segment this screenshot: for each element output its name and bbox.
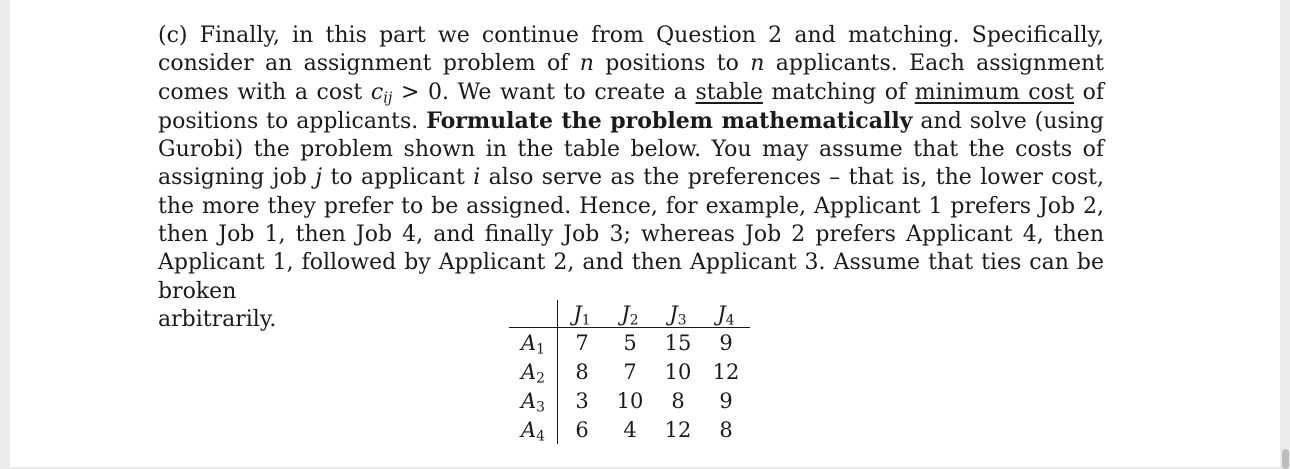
table-header-row [509,300,750,328]
text-segment: of positions to applicants. [158,79,1105,134]
col-sub: 3 [677,311,687,328]
math-j-symbol: J [717,301,726,326]
text-segment: (c) Finally, in this part we continue from Question 2 and matching. Specifically, consider an assignment problem of [158,23,1104,77]
math-a-symbol: A [521,359,537,384]
table-cell: 9 [719,388,733,413]
math-n: n [579,51,594,77]
problem-paragraph [158,22,1104,334]
col-header-j2 [606,300,654,328]
text-segment: also serve as the preferences – that is, the lower cost, the more they prefer to be assigned. Hence, for example, Applicant 1 prefers Job 2, then Job 1, then Job 4, and finally Job 3; whereas Job 2 prefers Applicant 4, then Applicant 1, followed by Applicant 2, and then Applicant 3. Assume that ties can be broken [158,165,1104,304]
table-cell: 7 [575,330,589,355]
row-header-a2 [509,357,558,386]
table-cell: 7 [623,359,637,384]
bold-instruction: Formulate the problem mathematically [426,107,913,134]
document-page [10,0,1280,467]
math-n: n [750,51,765,77]
row-header-a4 [509,415,558,444]
row-header-a3 [509,386,558,415]
table-cell: 8 [575,359,589,384]
table-cell: 12 [712,359,740,384]
text-segment: > 0. We want to create a [392,79,696,105]
row-header-a1 [509,328,558,358]
math-a-symbol: A [521,417,537,442]
table-cell: 12 [664,417,692,442]
math-j-symbol: J [573,301,582,326]
table-cell: 6 [575,417,589,442]
math-a-symbol: A [521,330,537,355]
math-j-symbol: J [669,301,678,326]
col-header-j4 [702,300,750,328]
col-sub: 1 [581,311,591,328]
table-row [509,328,750,358]
table-cell: 10 [664,359,692,384]
table-row [509,357,750,386]
corner-cell [509,300,558,328]
row-sub: 1 [536,340,545,357]
col-sub: 2 [629,311,639,328]
row-sub: 2 [536,369,545,386]
table-cell: 3 [575,388,589,413]
underlined-stable: stable [695,79,763,105]
table-cell: 15 [664,330,692,355]
math-ij: ij [383,90,393,107]
table-cell: 8 [671,388,685,413]
cost-table [509,300,750,444]
text-segment: matching of [762,79,915,105]
math-j: j [315,165,323,191]
scrollbar-thumb[interactable] [1282,449,1289,469]
col-header-j3 [654,300,702,328]
row-sub: 4 [536,427,545,444]
row-sub: 3 [536,398,545,415]
math-c: c [370,79,384,105]
text-segment: and solve (using Gurobi) the problem shown in the table below. You may assume that the costs of assigning job [158,108,1104,191]
table-cell: 9 [719,330,733,355]
math-j-symbol: J [621,301,630,326]
underlined-minimum-cost: minimum cost [914,79,1075,105]
table-cell: 10 [616,388,644,413]
table-cell: 8 [719,417,733,442]
text-segment: positions to [593,51,751,77]
table-row [509,415,750,444]
col-sub: 4 [725,311,735,328]
text-segment: applicants. Each assignment comes with a cost [158,51,1104,105]
math-i: i [473,165,481,191]
table-row [509,386,750,415]
math-a-symbol: A [521,388,537,413]
text-segment: to applicant [322,165,474,191]
table-cell: 5 [623,330,637,355]
table-cell: 4 [623,417,637,442]
col-header-j1 [558,300,607,328]
text-segment-last: arbitrarily. [158,306,277,332]
